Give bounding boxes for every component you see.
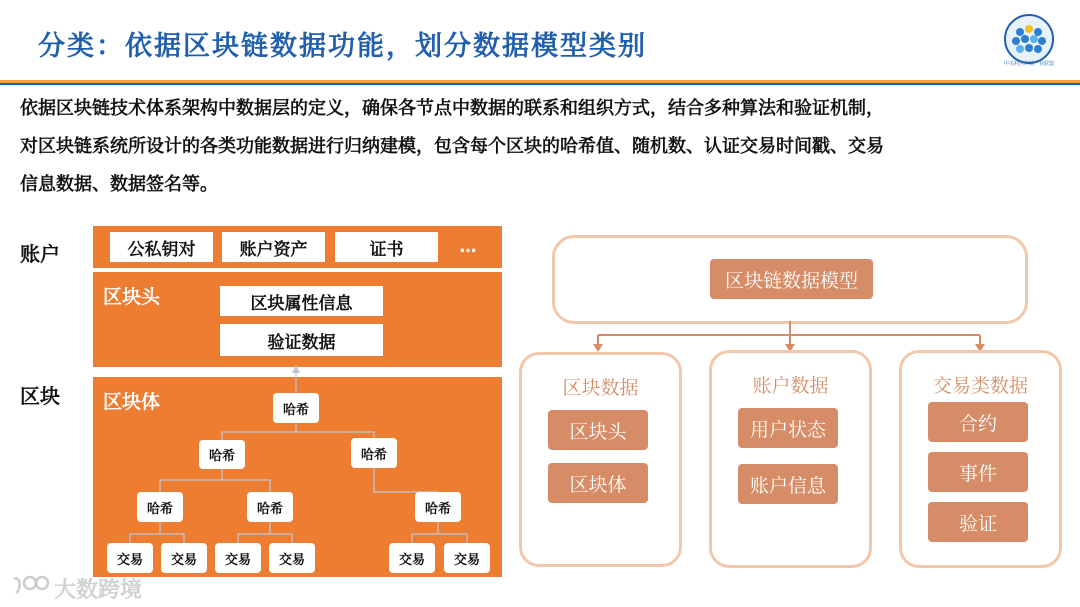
model-group-account [709,350,872,568]
account-item: 公私钥对 [110,232,213,262]
group-item: 用户状态 [738,408,838,448]
group-item: 区块头 [548,410,648,450]
hash-node: 哈希 [351,438,397,468]
tx-node: 交易 [107,543,153,573]
hash-node: 哈希 [415,492,461,522]
watermark-text: 大数跨境 [54,578,143,603]
tx-node: 交易 [389,543,435,573]
intro-line: 信息数据、数据签名等。 [20,174,218,195]
account-item: 证书 [335,232,438,262]
tx-node: 交易 [215,543,261,573]
header-item: 区块属性信息 [220,286,383,316]
account-item-more: … [459,237,477,257]
block-label: 区块 [20,384,60,408]
block-body-title: 区块体 [103,391,161,413]
model-root-box: 区块链数据模型 [710,259,873,299]
group-item: 合约 [928,402,1028,442]
hash-node: 哈希 [247,492,293,522]
group-item: 区块体 [548,463,648,503]
hash-node: 哈希 [199,440,245,469]
hash-node: 哈希 [137,492,183,522]
group-title: 交易类数据 [932,375,1028,397]
tx-node: 交易 [269,543,315,573]
group-title: 区块数据 [562,377,639,399]
group-item: 账户信息 [738,464,838,504]
tx-node: 交易 [444,543,490,573]
intro-line: 对区块链系统所设计的各类功能数据进行归纳建模，包含每个区块的哈希值、随机数、认证交易时间戳、交易 [20,136,884,157]
account-label: 账户 [20,242,60,266]
group-title: 账户数据 [752,375,829,397]
group-item: 事件 [928,452,1028,492]
page-title: 分类：依据区块链数据功能，划分数据模型类别 [38,31,647,62]
group-item: 验证 [928,502,1028,542]
watermark-icon [10,573,54,599]
logo-caption: 中关村区块链产业联盟 [1003,61,1054,67]
account-item: 账户资产 [222,232,325,262]
hash-node: 哈希 [273,393,319,423]
intro-line: 依据区块链技术体系架构中数据层的定义，确保各节点中数据的联系和组织方式，结合多种算法和验证机制， [20,98,884,119]
model-group-block [519,352,682,567]
header-item: 验证数据 [220,324,383,356]
tx-node: 交易 [161,543,207,573]
block-header-title: 区块头 [103,286,161,308]
